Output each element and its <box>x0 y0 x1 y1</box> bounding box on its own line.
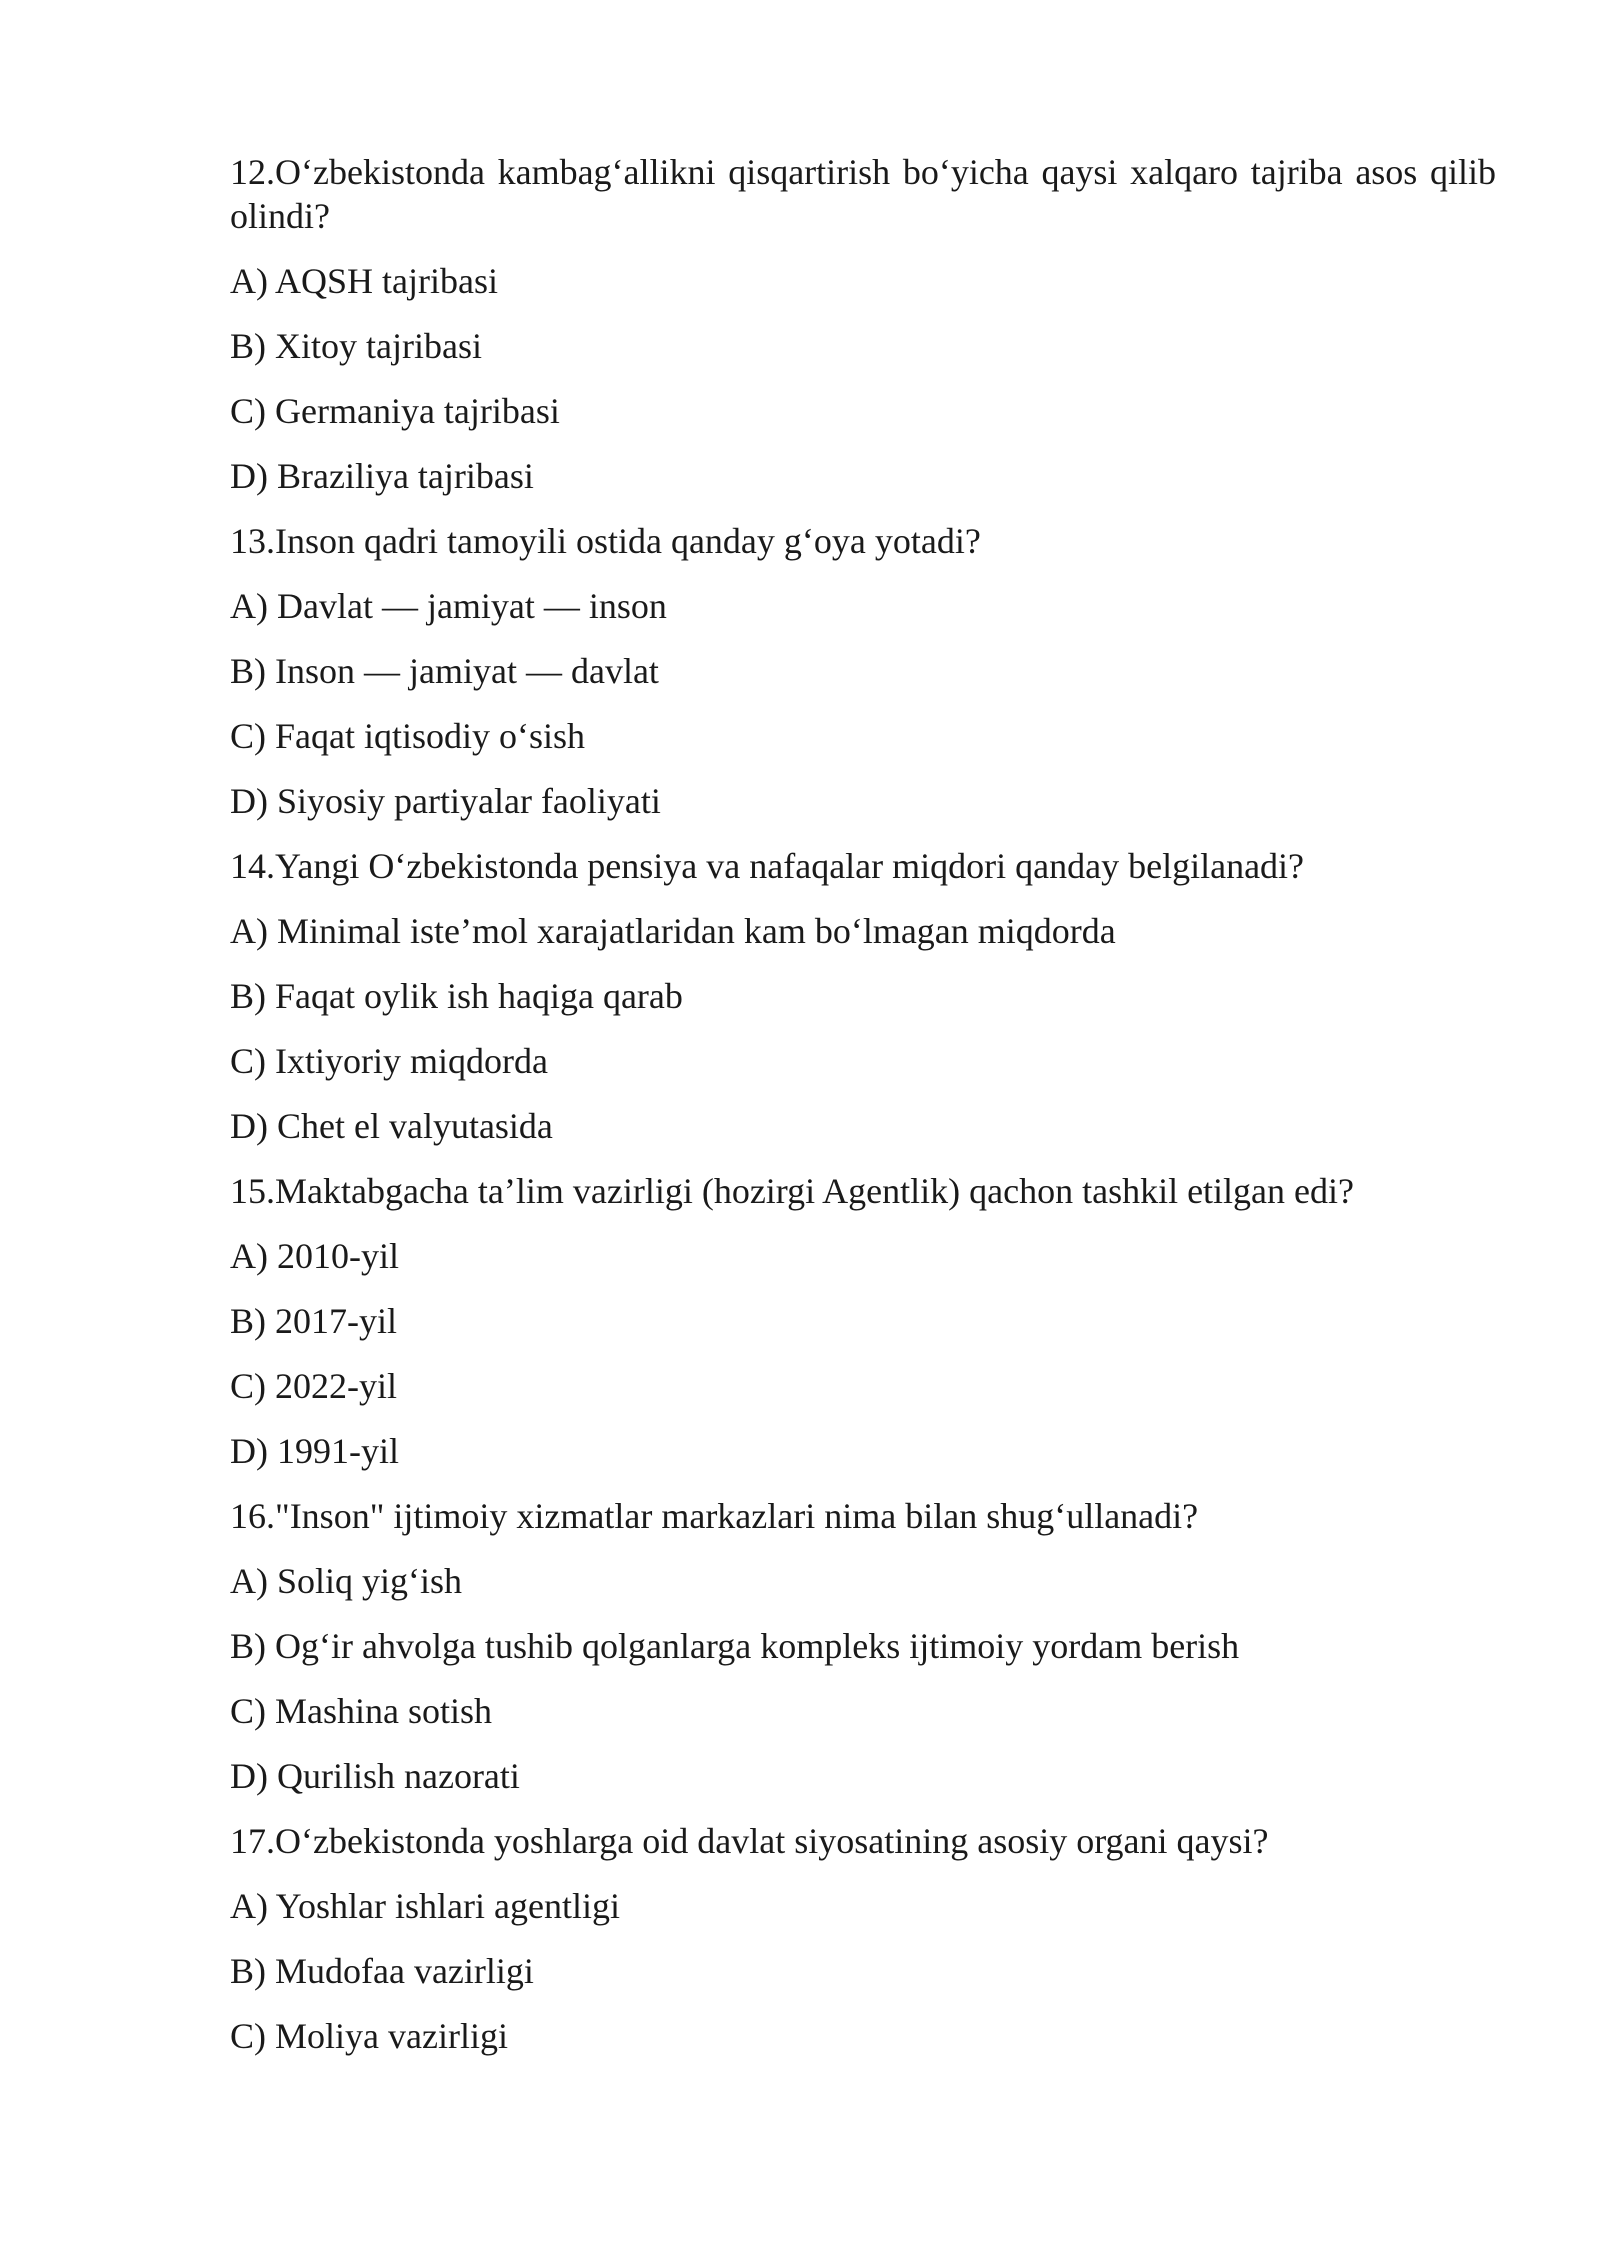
question-13: 13.Inson qadri tamoyili ostida qanday g‘oya yotadi? <box>230 521 981 561</box>
option-15-b: B) 2017-yil <box>230 1301 397 1341</box>
option-17-b: B) Mudofaa vazirligi <box>230 1951 534 1991</box>
option-16-a: A) Soliq yig‘ish <box>230 1561 463 1601</box>
option-15-d: D) 1991-yil <box>230 1431 399 1471</box>
option-14-b: B) Faqat oylik ish haqiga qarab <box>230 976 683 1016</box>
document-page <box>230 150 1496 2079</box>
option-16-d: D) Qurilish nazorati <box>230 1756 520 1796</box>
question-16: 16."Inson" ijtimoiy xizmatlar markazlari nima bilan shug‘ullanadi? <box>230 1496 1199 1536</box>
question-15: 15.Maktabgacha ta’lim vazirligi (hozirgi Agentlik) qachon tashkil etilgan edi? <box>230 1171 1354 1211</box>
question-17: 17.O‘zbekistonda yoshlarga oid davlat siyosatining asosiy organi qaysi? <box>230 1821 1269 1861</box>
option-17-c: C) Moliya vazirligi <box>230 2016 508 2056</box>
option-16-c: C) Mashina sotish <box>230 1691 493 1731</box>
option-12-b: B) Xitoy tajribasi <box>230 326 482 366</box>
option-14-d: D) Chet el valyutasida <box>230 1106 553 1146</box>
option-14-c: C) Ixtiyoriy miqdorda <box>230 1041 548 1081</box>
option-13-a: A) Davlat — jamiyat — inson <box>230 586 667 626</box>
option-15-a: A) 2010-yil <box>230 1236 399 1276</box>
option-16-b: B) Og‘ir ahvolga tushib qolganlarga kompleks ijtimoiy yordam berish <box>230 1626 1240 1666</box>
option-17-a: A) Yoshlar ishlari agentligi <box>230 1886 620 1926</box>
question-14: 14.Yangi O‘zbekistonda pensiya va nafaqalar miqdori qanday belgilanadi? <box>230 846 1305 886</box>
question-12: 12.O‘zbekistonda kambag‘allikni qisqartirish bo‘yicha qaysi xalqaro tajriba asos qilib olindi? <box>230 152 1496 236</box>
option-12-c: C) Germaniya tajribasi <box>230 391 560 431</box>
option-15-c: C) 2022-yil <box>230 1366 397 1406</box>
option-12-d: D) Braziliya tajribasi <box>230 456 534 496</box>
option-13-d: D) Siyosiy partiyalar faoliyati <box>230 781 661 821</box>
option-12-a: A) AQSH tajribasi <box>230 261 498 301</box>
option-13-b: B) Inson — jamiyat — davlat <box>230 651 659 691</box>
option-14-a: A) Minimal iste’mol xarajatlaridan kam bo‘lmagan miqdorda <box>230 911 1116 951</box>
option-13-c: C) Faqat iqtisodiy o‘sish <box>230 716 586 756</box>
